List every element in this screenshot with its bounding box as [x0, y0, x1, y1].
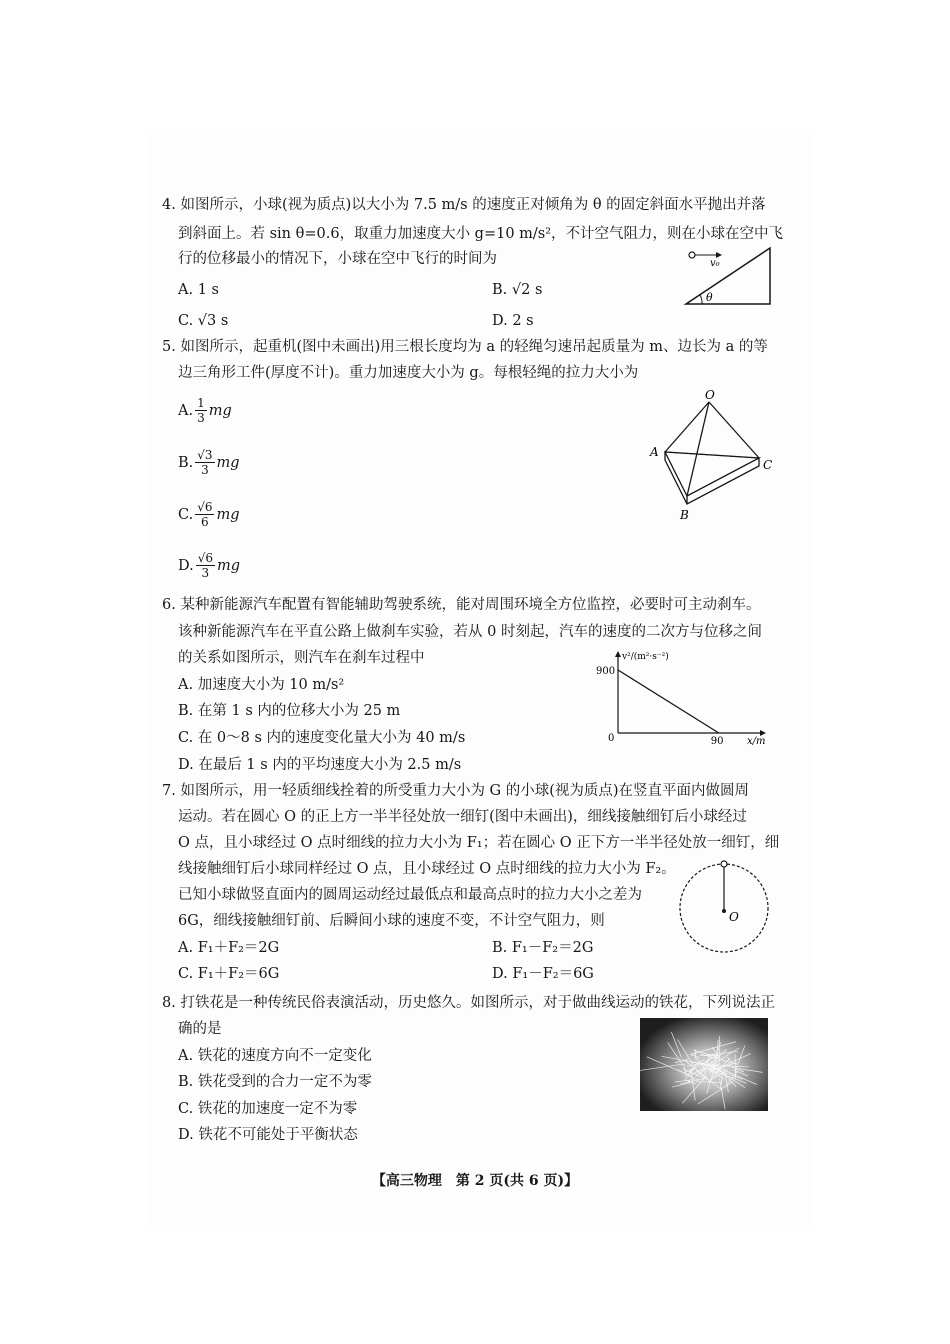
- page-footer: 【高三物理 第 2 页(共 6 页)】: [371, 1173, 579, 1189]
- q7-line-6: 6G，细线接触细钉前、后瞬间小球的速度不变，不计空气阻力，则: [178, 913, 605, 929]
- q5-option-a: A. $\frac{1}{3}$ mg: [178, 396, 232, 425]
- fraction: $\frac{√6}{6}$: [197, 500, 213, 529]
- q6-option-d: D. 在最后 1 s 内的平均速度大小为 2.5 m/s: [178, 757, 462, 773]
- q5-triangle-figure: [645, 388, 785, 524]
- ball: [721, 861, 727, 867]
- v2-x-chart: [590, 645, 790, 750]
- fraction: $\frac{√3}{3}$: [197, 448, 213, 477]
- q4-option-d: D. 2 s: [492, 313, 534, 329]
- rope-oc: [709, 402, 759, 458]
- q8-option-b: B. 铁花受到的合力一定不为零: [178, 1074, 372, 1090]
- y-axis-label: v²/(m²·s⁻²): [622, 652, 669, 662]
- iron-flower-photo: [640, 1018, 768, 1111]
- q5-option-c: C. $\frac{√6}{6}$ mg: [178, 500, 240, 529]
- q7-line-4: 线接触细钉后小球同样经过 O 点，且小球经过 O 点时细线的拉力大小为 F₂。: [178, 861, 676, 877]
- q6-option-a: A. 加速度大小为 10 m/s²: [178, 677, 345, 693]
- x-axis-label: x/m: [747, 736, 766, 747]
- q7-option-b: B. F₁－F₂＝2G: [492, 940, 594, 956]
- q8-line-2: 确的是: [178, 1021, 222, 1037]
- v0-label: v₀: [710, 258, 720, 269]
- q8-line-1: 8. 打铁花是一种传统民俗表演活动，历史悠久。如图所示，对于做曲线运动的铁花，下列说法正: [162, 995, 775, 1011]
- q6-line-1: 6. 某种新能源汽车配置有智能辅助驾驶系统，能对周围环境全方位监控，必要时可主动刹车。: [162, 597, 761, 613]
- q5-option-d: D. $\frac{√6}{3}$ mg: [178, 551, 241, 580]
- label-o: O: [705, 388, 715, 402]
- q7-option-c: C. F₁＋F₂＝6G: [178, 966, 280, 982]
- q6-option-b: B. 在第 1 s 内的位移大小为 25 m: [178, 703, 401, 719]
- q4-option-c: C. √3 s: [178, 313, 229, 329]
- label-b: B: [680, 508, 689, 522]
- label-a: A: [650, 445, 659, 459]
- q4-option-a: A. 1 s: [178, 282, 219, 298]
- q4-line-3: 行的位移最小的情况下，小球在空中飞行的时间为: [178, 251, 497, 267]
- origin-label: 0: [608, 733, 615, 744]
- label-o: O: [729, 910, 739, 924]
- q6-line-3: 的关系如图所示，则汽车在刹车过程中: [178, 650, 425, 666]
- angle-arc: [700, 295, 702, 304]
- q7-line-5: 已知小球做竖直面内的圆周运动经过最低点和最高点时的拉力大小之差为: [178, 887, 642, 903]
- q7-option-a: A. F₁＋F₂＝2G: [178, 940, 280, 956]
- triangle-thickness: [665, 452, 759, 504]
- q4-option-b: B. √2 s: [492, 282, 543, 298]
- q7-circle-figure: [676, 858, 774, 956]
- q7-option-d: D. F₁－F₂＝6G: [492, 966, 594, 982]
- q8-option-a: A. 铁花的速度方向不一定变化: [178, 1048, 372, 1064]
- ball: [689, 252, 695, 258]
- q8-option-d: D. 铁花不可能处于平衡状态: [178, 1127, 358, 1143]
- incline-triangle: [686, 248, 770, 304]
- q7-line-1: 7. 如图所示，用一轻质细线拴着的所受重力大小为 G 的小球(视为质点)在竖直平面内做圆周: [162, 783, 750, 799]
- x-tick-90: 90: [710, 736, 724, 747]
- y-axis-arrow: [615, 651, 621, 657]
- center-point: [722, 909, 726, 913]
- theta-label: θ: [706, 291, 713, 304]
- q7-line-2: 运动。若在圆心 O 的正上方一半半径处放一细钉(图中未画出)，细线接触细钉后小球经过: [178, 809, 747, 825]
- q8-option-c: C. 铁花的加速度一定不为零: [178, 1101, 358, 1117]
- label-c: C: [763, 458, 773, 472]
- series-line: [618, 670, 719, 733]
- q4-line-1: 4. 如图所示，小球(视为质点)以大小为 7.5 m/s 的速度正对倾角为 θ 的固定斜面水平抛出并落: [162, 197, 766, 213]
- q4-incline-figure: [680, 242, 780, 308]
- q5-option-b: B. $\frac{√3}{3}$ mg: [178, 448, 240, 477]
- q6-option-c: C. 在 0～8 s 内的速度变化量大小为 40 m/s: [178, 730, 466, 746]
- q7-line-3: O 点，且小球经过 O 点时细线的拉力大小为 F₁；若在圆心 O 正下方一半半径处放一细钉，细: [178, 835, 780, 851]
- q6-line-2: 该种新能源汽车在平直公路上做刹车实验，若从 0 时刻起，汽车的速度的二次方与位移之间: [178, 624, 762, 640]
- q4-line-2: 到斜面上。若 sin θ=0.6，取重力加速度大小 g=10 m/s²，不计空气阻力，则在小球在空中飞: [178, 226, 784, 242]
- fraction: $\frac{1}{3}$: [197, 396, 205, 425]
- fraction: $\frac{√6}{3}$: [197, 551, 213, 580]
- rope-ob: [687, 402, 709, 496]
- q5-line-2: 边三角形工件(厚度不计)。重力加速度大小为 g。每根轻绳的拉力大小为: [178, 365, 639, 381]
- y-tick-900: 900: [596, 666, 616, 677]
- rope-oa: [665, 402, 709, 452]
- q5-line-1: 5. 如图所示，起重机(图中未画出)用三根长度均为 a 的轻绳匀速吊起质量为 m、边长为 a 的等: [162, 339, 768, 355]
